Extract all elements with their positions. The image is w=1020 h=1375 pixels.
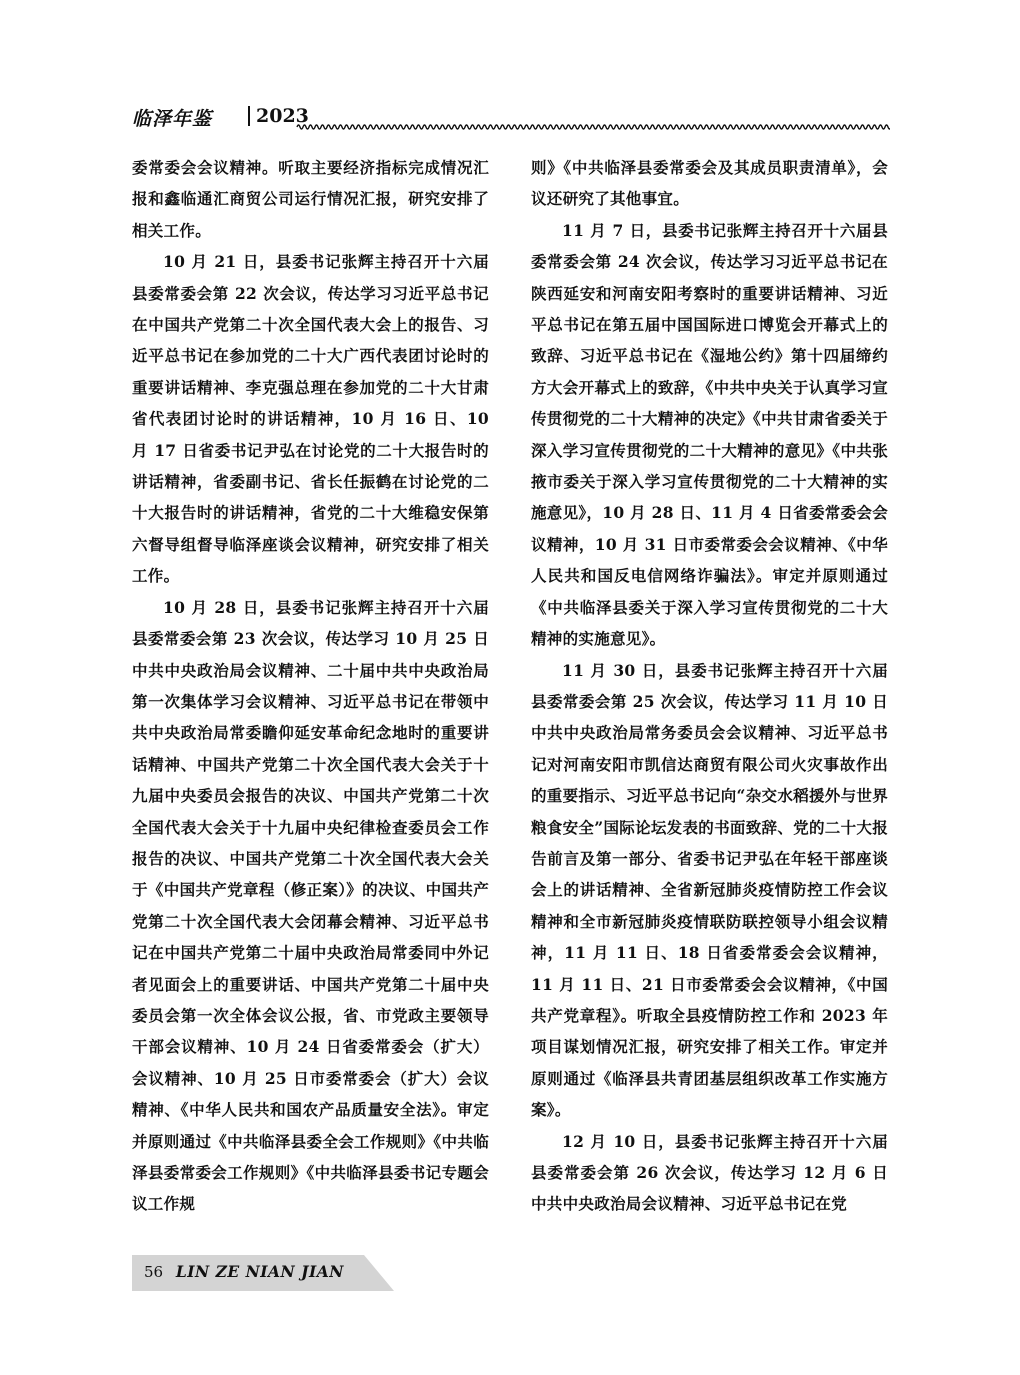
paragraph: 11 月 7 日，县委书记张辉主持召开十六届县委常委会第 24 次会议，传达学习习近平总书记在陕西延安和河南安阳考察时的重要讲话精神、习近平总书记在第五届中国国际进口博览会开幕式上的致辞、习近平总书记在《湿地公约》第十四届缔约方大会开幕式上的致辞，《中共中央关于认真学习宣传贯彻党的二十大精神的决定》《中共甘肃省委关于深入学习宣传贯彻党的二十大精神的意见》《中共张掖市委关于深入学习宣传贯彻党的二十大精神的实施意见》，10 月 28 日、11 月 4 日省委常委会会议精神，10 月 31 日市委常委会会议精神、《中华人民共和国反电信网络诈骗法》。审定并原则通过《中共临泽县委关于深入学习宣传贯彻党的二十大精神的实施意见》。 bbox=[531, 220, 888, 649]
left-column bbox=[132, 152, 489, 1220]
paragraph: 11 月 30 日，县委书记张辉主持召开十六届县委常委会第 25 次会议，传达学习 11 月 10 日中共中央政治局常务委员会会议精神、习近平总书记对河南安阳市凯信达商贸有限公司火灾事故作出的重要指示、习近平总书记向“杂交水稻援外与世界粮食安全”国际论坛发表的书面致辞、党的二十大报告前言及第一部分、省委书记尹弘在年轻干部座谈会上的讲话精神、全省新冠肺炎疫情防控工作会议精神和全市新冠肺炎疫情联防联控领导小组会议精神，11 月 11 日、18 日省委常委会会议精神，11 月 11 日、21 日市委常委会会议精神，《中国共产党章程》。听取全县疫情防控工作和 2023 年项目谋划情况汇报，研究安排了相关工作。审定并原则通过《临泽县共青团基层组织改革工作实施方案》。 bbox=[531, 660, 888, 1120]
footer-text bbox=[144, 1262, 344, 1281]
paragraph: 委常委会会议精神。听取主要经济指标完成情况汇报和鑫临通汇商贸公司运行情况汇报，研究安排了相关工作。 bbox=[132, 158, 489, 240]
running-header bbox=[132, 102, 890, 134]
page-number: 56 bbox=[144, 1263, 164, 1281]
paragraph: 则》《中共临泽县委常委会及其成员职责清单》，会议还研究了其他事宜。 bbox=[531, 158, 888, 209]
header-wave-rule bbox=[132, 122, 890, 132]
paragraph: 10 月 28 日，县委书记张辉主持召开十六届县委常委会第 23 次会议，传达学习 10 月 25 日中共中央政治局会议精神、二十届中共中央政治局第一次集体学习会议精神、习近平总书记在带领中共中央政治局常委瞻仰延安革命纪念地时的重要讲话精神、中国共产党第二十次全国代表大会关于十九届中央委员会报告的决议、中国共产党第二十次全国代表大会关于十九届中央纪律检查委员会工作报告的决议、中国共产党第二十次全国代表大会关于《中国共产党章程（修正案）》的决议、中国共产党第二十次全国代表大会闭幕会精神、习近平总书记在中国共产党第二十届中央政治局常委同中外记者见面会上的重要讲话、中国共产党第二十届中央委员会第一次全体会议公报，省、市党政主要领导干部会议精神、10 月 24 日省委常委会（扩大）会议精神、10 月 25 日市委常委会（扩大）会议精神、《中华人民共和国农产品质量安全法》。审定并原则通过《中共临泽县委全会工作规则》《中共临泽县委常委会工作规则》《中共临泽县委书记专题会议工作规 bbox=[132, 597, 489, 1214]
page-footer bbox=[132, 1255, 394, 1291]
paragraph: 10 月 21 日，县委书记张辉主持召开十六届县委常委会第 22 次会议，传达学习习近平总书记在中国共产党第二十次全国代表大会上的报告、习近平总书记在参加党的二十大广西代表团讨论时的重要讲话精神、李克强总理在参加党的二十大甘肃省代表团讨论时的讲话精神，10 月 16 日、10 月 17 日省委书记尹弘在讨论党的二十大报告时的讲话精神，省委副书记、省长任振鹤在讨论党的二十大报告时的讲话精神，省党的二十大维稳安保第六督导组督导临泽座谈会议精神，研究安排了相关工作。 bbox=[132, 252, 489, 586]
paragraph: 12 月 10 日，县委书记张辉主持召开十六届县委常委会第 26 次会议，传达学习 12 月 6 日中共中央政治局会议精神、习近平总书记在党 bbox=[531, 1131, 888, 1214]
yearbook-year: 2023 bbox=[256, 105, 309, 127]
yearbook-title: 临泽年鉴 bbox=[132, 108, 213, 130]
publication-name: LIN ZE NIAN JIAN bbox=[175, 1262, 344, 1281]
right-column bbox=[531, 152, 888, 1220]
